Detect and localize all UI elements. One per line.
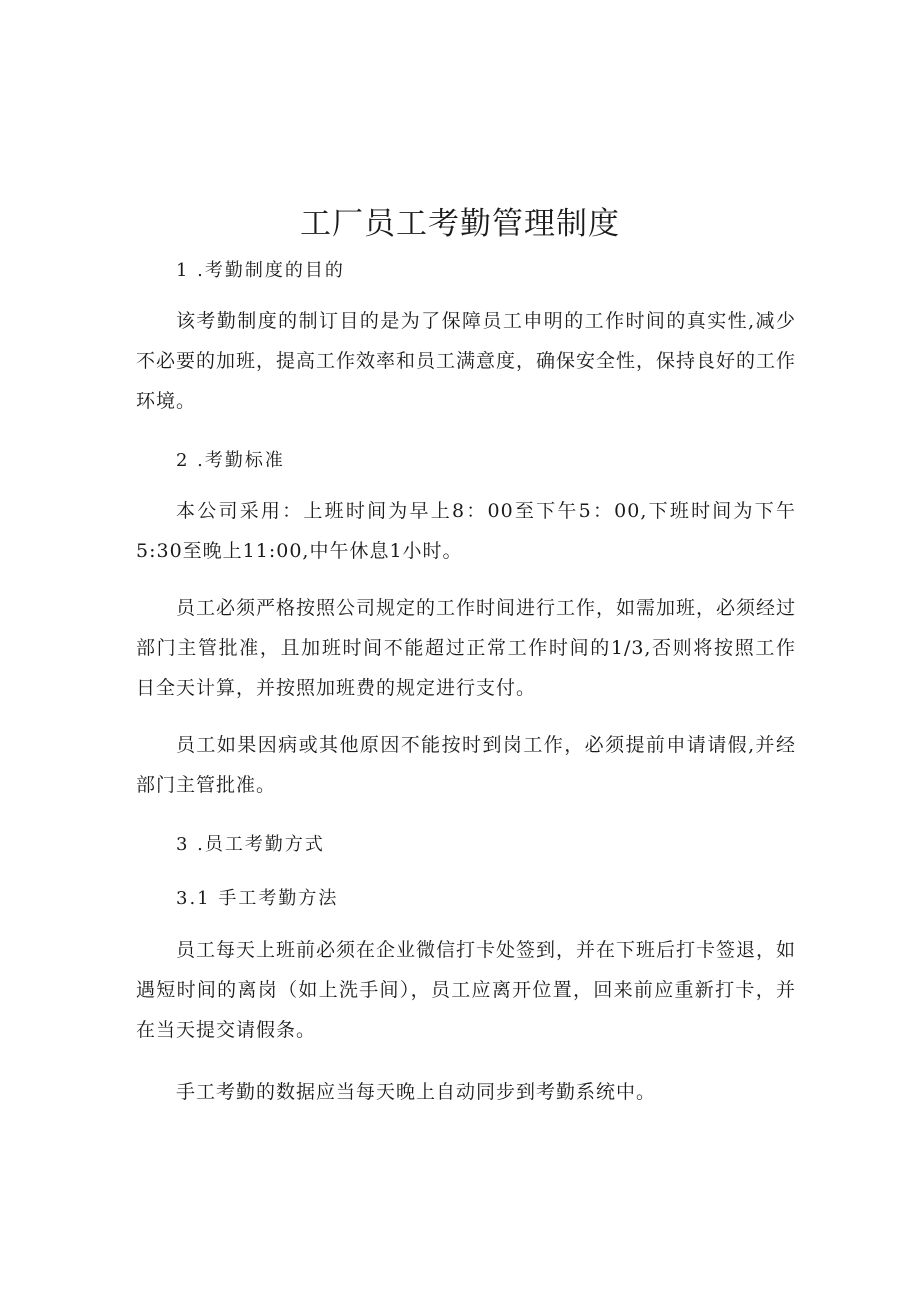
section-2-paragraph-3: 员工如果因病或其他原因不能按时到岗工作，必须提前申请请假,并经部门主管批准。: [136, 734, 796, 796]
section-2-paragraph-2: 员工必须严格按照公司规定的工作时间进行工作，如需加班，必须经过部门主管批准，且加班时间不能超过正常工作时间的1/3,否则将按照工作日全天计算，并按照加班费的规定进行支付。: [136, 597, 797, 699]
section-heading-1: 1 .考勤制度的目的: [176, 260, 345, 281]
section-heading-3: 3 .员工考勤方式: [176, 834, 325, 855]
section-3-1-paragraph-1: 员工每天上班前必须在企业微信打卡处签到，并在下班后打卡签退，如遇短时间的离岗（如上洗手间），员工应离开位置，回来前应重新打卡，并在当天提交请假条。: [136, 939, 797, 1041]
section-3-1-paragraph-2: 手工考勤的数据应当每天晚上自动同步到考勤系统中。: [176, 1081, 657, 1103]
section-1-paragraph-1: 该考勤制度的制订目的是为了保障员工申明的工作时间的真实性,减少不必要的加班，提高工作效率和员工满意度，确保安全性，保持良好的工作环境。: [136, 310, 797, 412]
section-heading-3-1: 3.1 手工考勤方法: [176, 888, 339, 909]
section-heading-2: 2 .考勤标准: [176, 450, 285, 471]
section-2-paragraph-1: 本公司采用：上班时间为早上8：00至下午5：00,下班时间为下午5:30至晚上11:00,中午休息1小时。: [136, 500, 796, 562]
document-title: 工厂员工考勤管理制度: [300, 206, 620, 242]
